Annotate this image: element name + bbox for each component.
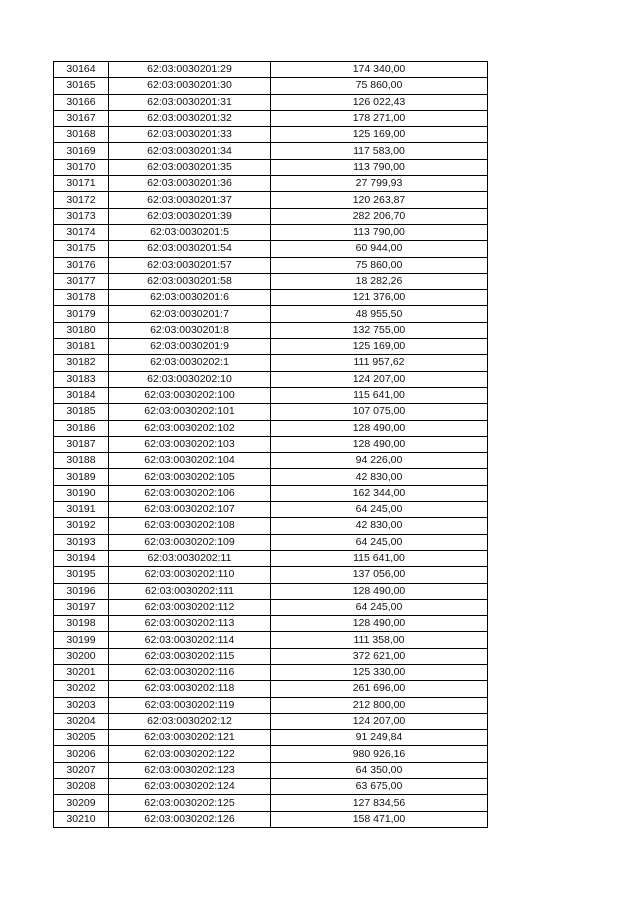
value-cell: 113 790,00: [271, 159, 488, 175]
value-cell: 64 245,00: [271, 599, 488, 615]
table-row: [54, 697, 488, 713]
value-cell: 137 056,00: [271, 567, 488, 583]
cadastral-number-cell: 62:03:0030202:102: [109, 420, 271, 436]
value-cell: 162 344,00: [271, 485, 488, 501]
value-cell: 178 271,00: [271, 110, 488, 126]
row-number-cell: 30168: [54, 127, 109, 143]
table-row: [54, 795, 488, 811]
row-number-cell: 30208: [54, 779, 109, 795]
value-cell: 42 830,00: [271, 518, 488, 534]
table-row: [54, 762, 488, 778]
value-cell: 27 799,93: [271, 176, 488, 192]
row-number-cell: 30186: [54, 420, 109, 436]
table-row: [54, 534, 488, 550]
table-row: [54, 436, 488, 452]
table-row: [54, 371, 488, 387]
cadastral-number-cell: 62:03:0030201:37: [109, 192, 271, 208]
value-cell: 107 075,00: [271, 404, 488, 420]
value-cell: 115 641,00: [271, 387, 488, 403]
value-cell: 127 834,56: [271, 795, 488, 811]
table-row: [54, 176, 488, 192]
table-row: [54, 94, 488, 110]
value-cell: 115 641,00: [271, 550, 488, 566]
value-cell: 18 282,26: [271, 273, 488, 289]
row-number-cell: 30166: [54, 94, 109, 110]
cadastral-number-cell: 62:03:0030202:113: [109, 616, 271, 632]
value-cell: 158 471,00: [271, 811, 488, 827]
row-number-cell: 30190: [54, 485, 109, 501]
cadastral-number-cell: 62:03:0030202:121: [109, 730, 271, 746]
table-row: [54, 730, 488, 746]
cadastral-number-cell: 62:03:0030201:57: [109, 257, 271, 273]
cadastral-number-cell: 62:03:0030202:106: [109, 485, 271, 501]
cadastral-number-cell: 62:03:0030201:32: [109, 110, 271, 126]
row-number-cell: 30206: [54, 746, 109, 762]
row-number-cell: 30167: [54, 110, 109, 126]
table-row: [54, 550, 488, 566]
cadastral-number-cell: 62:03:0030201:5: [109, 224, 271, 240]
row-number-cell: 30191: [54, 502, 109, 518]
cadastral-number-cell: 62:03:0030202:100: [109, 387, 271, 403]
table-row: [54, 192, 488, 208]
table-row: [54, 127, 488, 143]
row-number-cell: 30169: [54, 143, 109, 159]
table-row: [54, 779, 488, 795]
row-number-cell: 30173: [54, 208, 109, 224]
row-number-cell: 30198: [54, 616, 109, 632]
cadastral-number-cell: 62:03:0030202:11: [109, 550, 271, 566]
row-number-cell: 30175: [54, 241, 109, 257]
table-row: [54, 224, 488, 240]
cadastral-value-table: [53, 61, 488, 828]
row-number-cell: 30165: [54, 78, 109, 94]
value-cell: 174 340,00: [271, 62, 488, 78]
value-cell: 125 169,00: [271, 127, 488, 143]
cadastral-number-cell: 62:03:0030201:34: [109, 143, 271, 159]
cadastral-number-cell: 62:03:0030202:108: [109, 518, 271, 534]
value-cell: 128 490,00: [271, 583, 488, 599]
table-row: [54, 811, 488, 827]
value-cell: 113 790,00: [271, 224, 488, 240]
value-cell: 128 490,00: [271, 436, 488, 452]
cadastral-number-cell: 62:03:0030202:107: [109, 502, 271, 518]
table-row: [54, 599, 488, 615]
row-number-cell: 30192: [54, 518, 109, 534]
table-row: [54, 208, 488, 224]
row-number-cell: 30195: [54, 567, 109, 583]
row-number-cell: 30187: [54, 436, 109, 452]
value-cell: 48 955,50: [271, 306, 488, 322]
value-cell: 64 350,00: [271, 762, 488, 778]
table-row: [54, 257, 488, 273]
row-number-cell: 30185: [54, 404, 109, 420]
value-cell: 128 490,00: [271, 420, 488, 436]
row-number-cell: 30197: [54, 599, 109, 615]
value-cell: 980 926,16: [271, 746, 488, 762]
table-row: [54, 159, 488, 175]
value-cell: 91 249,84: [271, 730, 488, 746]
value-cell: 132 755,00: [271, 322, 488, 338]
table-row: [54, 567, 488, 583]
row-number-cell: 30178: [54, 290, 109, 306]
cadastral-number-cell: 62:03:0030202:124: [109, 779, 271, 795]
value-cell: 111 358,00: [271, 632, 488, 648]
row-number-cell: 30200: [54, 648, 109, 664]
cadastral-number-cell: 62:03:0030202:103: [109, 436, 271, 452]
table-row: [54, 469, 488, 485]
value-cell: 120 263,87: [271, 192, 488, 208]
cadastral-number-cell: 62:03:0030201:9: [109, 339, 271, 355]
value-cell: 75 860,00: [271, 257, 488, 273]
value-cell: 111 957,62: [271, 355, 488, 371]
cadastral-number-cell: 62:03:0030202:1: [109, 355, 271, 371]
table-row: [54, 404, 488, 420]
value-cell: 282 206,70: [271, 208, 488, 224]
value-cell: 128 490,00: [271, 616, 488, 632]
row-number-cell: 30180: [54, 322, 109, 338]
row-number-cell: 30210: [54, 811, 109, 827]
row-number-cell: 30171: [54, 176, 109, 192]
cadastral-number-cell: 62:03:0030202:115: [109, 648, 271, 664]
value-cell: 212 800,00: [271, 697, 488, 713]
value-cell: 94 226,00: [271, 453, 488, 469]
cadastral-number-cell: 62:03:0030202:123: [109, 762, 271, 778]
cadastral-number-cell: 62:03:0030202:110: [109, 567, 271, 583]
table-row: [54, 387, 488, 403]
table-row: [54, 273, 488, 289]
table-row: [54, 485, 488, 501]
table-row: [54, 713, 488, 729]
row-number-cell: 30172: [54, 192, 109, 208]
cadastral-number-cell: 62:03:0030201:29: [109, 62, 271, 78]
cadastral-number-cell: 62:03:0030202:125: [109, 795, 271, 811]
value-cell: 75 860,00: [271, 78, 488, 94]
row-number-cell: 30181: [54, 339, 109, 355]
table-row: [54, 62, 488, 78]
cadastral-number-cell: 62:03:0030202:119: [109, 697, 271, 713]
row-number-cell: 30184: [54, 387, 109, 403]
cadastral-number-cell: 62:03:0030202:116: [109, 664, 271, 680]
cadastral-number-cell: 62:03:0030202:12: [109, 713, 271, 729]
value-cell: 117 583,00: [271, 143, 488, 159]
table-row: [54, 502, 488, 518]
table-row: [54, 420, 488, 436]
cadastral-number-cell: 62:03:0030201:7: [109, 306, 271, 322]
table-row: [54, 453, 488, 469]
row-number-cell: 30207: [54, 762, 109, 778]
row-number-cell: 30203: [54, 697, 109, 713]
table-row: [54, 648, 488, 664]
row-number-cell: 30196: [54, 583, 109, 599]
row-number-cell: 30188: [54, 453, 109, 469]
value-cell: 126 022,43: [271, 94, 488, 110]
value-cell: 63 675,00: [271, 779, 488, 795]
value-cell: 125 169,00: [271, 339, 488, 355]
table-row: [54, 241, 488, 257]
value-cell: 64 245,00: [271, 534, 488, 550]
value-cell: 124 207,00: [271, 371, 488, 387]
cadastral-number-cell: 62:03:0030202:10: [109, 371, 271, 387]
cadastral-number-cell: 62:03:0030201:58: [109, 273, 271, 289]
value-cell: 124 207,00: [271, 713, 488, 729]
cadastral-number-cell: 62:03:0030201:39: [109, 208, 271, 224]
row-number-cell: 30182: [54, 355, 109, 371]
row-number-cell: 30179: [54, 306, 109, 322]
row-number-cell: 30204: [54, 713, 109, 729]
cadastral-number-cell: 62:03:0030201:30: [109, 78, 271, 94]
table-row: [54, 746, 488, 762]
cadastral-number-cell: 62:03:0030201:35: [109, 159, 271, 175]
cadastral-number-cell: 62:03:0030201:54: [109, 241, 271, 257]
cadastral-number-cell: 62:03:0030201:6: [109, 290, 271, 306]
cadastral-number-cell: 62:03:0030202:109: [109, 534, 271, 550]
value-cell: 372 621,00: [271, 648, 488, 664]
value-cell: 64 245,00: [271, 502, 488, 518]
row-number-cell: 30177: [54, 273, 109, 289]
table-row: [54, 322, 488, 338]
cadastral-number-cell: 62:03:0030202:118: [109, 681, 271, 697]
cadastral-number-cell: 62:03:0030202:126: [109, 811, 271, 827]
table-row: [54, 339, 488, 355]
table-row: [54, 110, 488, 126]
row-number-cell: 30193: [54, 534, 109, 550]
table-row: [54, 632, 488, 648]
table-row: [54, 290, 488, 306]
cadastral-number-cell: 62:03:0030201:36: [109, 176, 271, 192]
table-row: [54, 78, 488, 94]
table-row: [54, 681, 488, 697]
row-number-cell: 30209: [54, 795, 109, 811]
cadastral-number-cell: 62:03:0030202:105: [109, 469, 271, 485]
cadastral-number-cell: 62:03:0030201:33: [109, 127, 271, 143]
table-row: [54, 143, 488, 159]
row-number-cell: 30164: [54, 62, 109, 78]
value-cell: 60 944,00: [271, 241, 488, 257]
cadastral-number-cell: 62:03:0030202:112: [109, 599, 271, 615]
cadastral-number-cell: 62:03:0030201:31: [109, 94, 271, 110]
table-body: [54, 62, 488, 828]
row-number-cell: 30183: [54, 371, 109, 387]
row-number-cell: 30194: [54, 550, 109, 566]
row-number-cell: 30205: [54, 730, 109, 746]
value-cell: 125 330,00: [271, 664, 488, 680]
row-number-cell: 30199: [54, 632, 109, 648]
row-number-cell: 30189: [54, 469, 109, 485]
cadastral-number-cell: 62:03:0030202:114: [109, 632, 271, 648]
row-number-cell: 30174: [54, 224, 109, 240]
table-row: [54, 616, 488, 632]
table-row: [54, 355, 488, 371]
row-number-cell: 30202: [54, 681, 109, 697]
value-cell: 42 830,00: [271, 469, 488, 485]
table-row: [54, 518, 488, 534]
cadastral-number-cell: 62:03:0030201:8: [109, 322, 271, 338]
cadastral-number-cell: 62:03:0030202:104: [109, 453, 271, 469]
row-number-cell: 30176: [54, 257, 109, 273]
table-row: [54, 664, 488, 680]
table-row: [54, 306, 488, 322]
cadastral-number-cell: 62:03:0030202:101: [109, 404, 271, 420]
cadastral-number-cell: 62:03:0030202:111: [109, 583, 271, 599]
table-row: [54, 583, 488, 599]
value-cell: 121 376,00: [271, 290, 488, 306]
value-cell: 261 696,00: [271, 681, 488, 697]
cadastral-number-cell: 62:03:0030202:122: [109, 746, 271, 762]
row-number-cell: 30201: [54, 664, 109, 680]
row-number-cell: 30170: [54, 159, 109, 175]
